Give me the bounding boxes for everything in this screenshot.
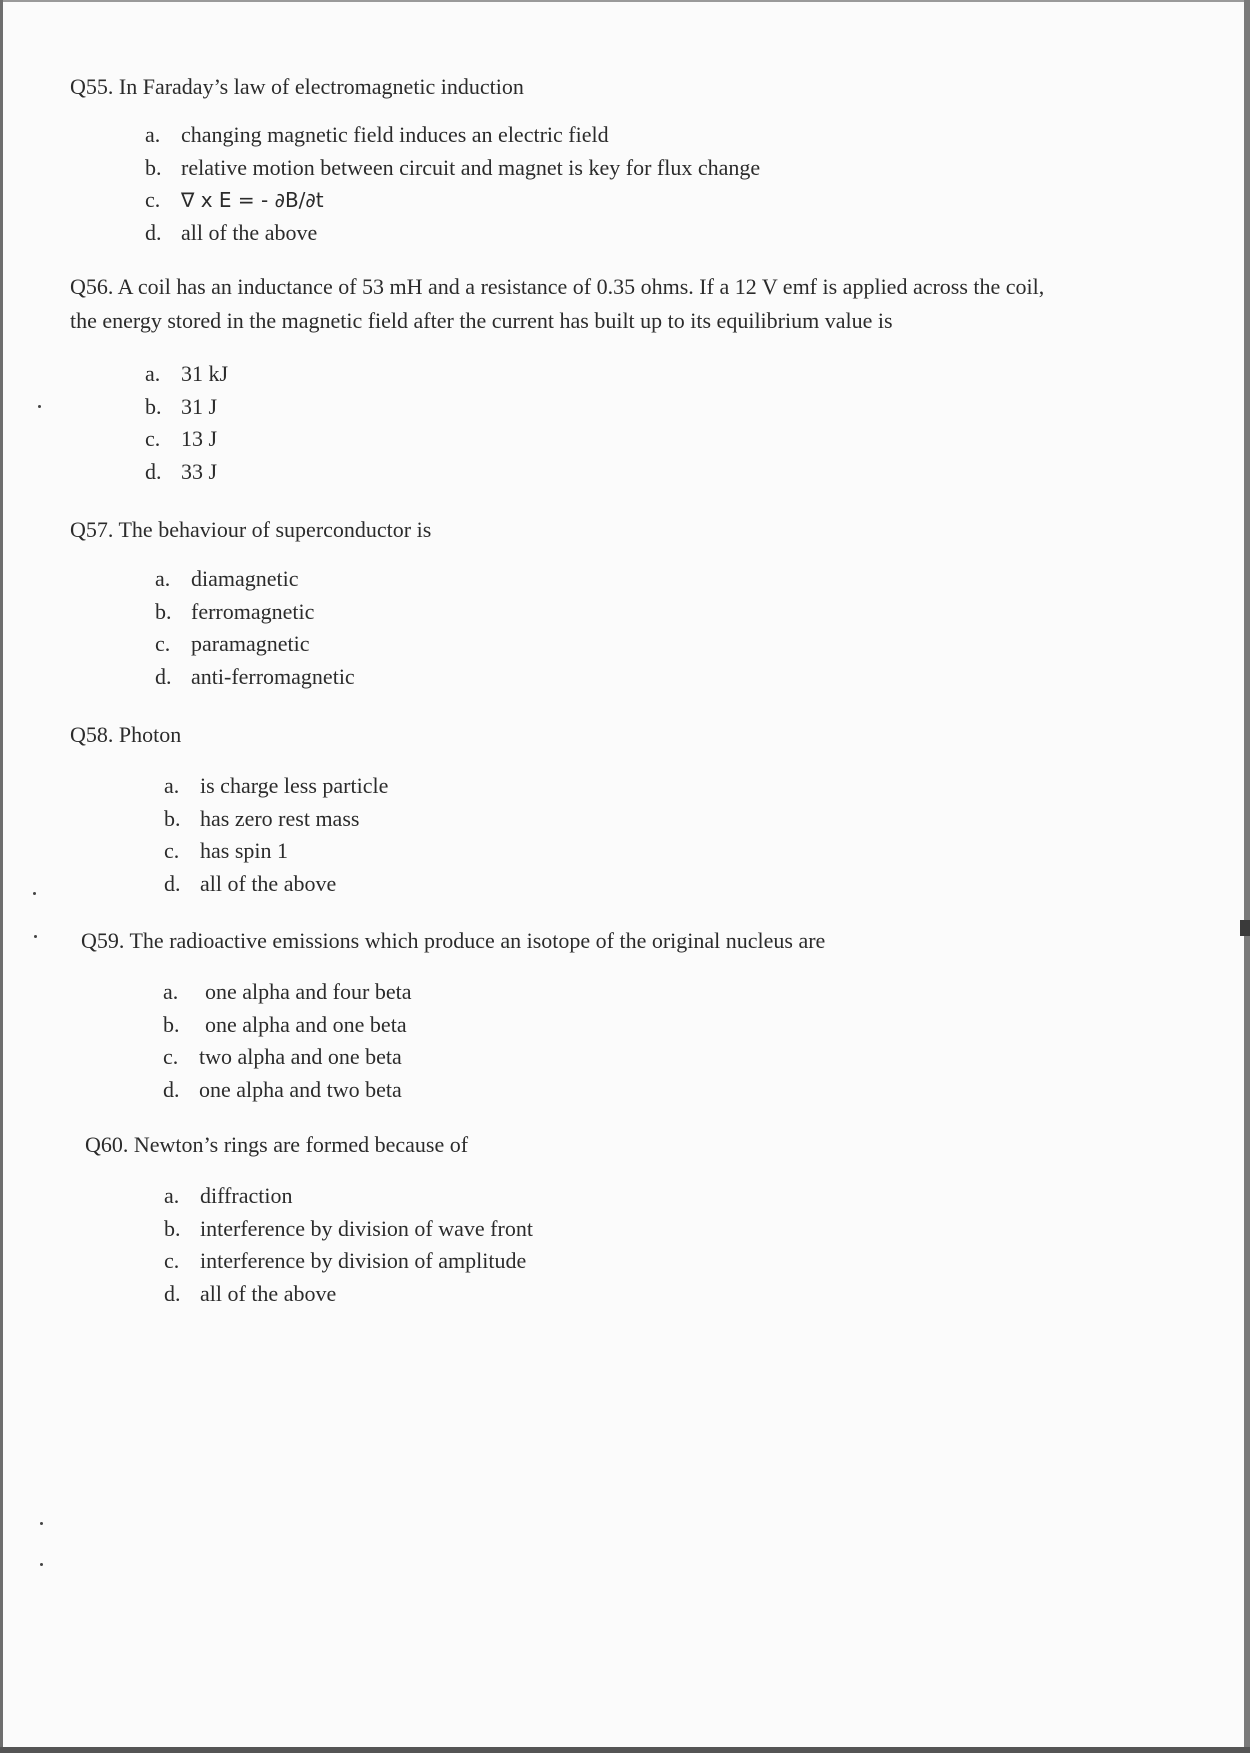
option-text: ferromagnetic [191, 598, 315, 624]
option-text: one alpha and two beta [199, 1076, 402, 1102]
option-d [164, 1278, 533, 1311]
options-list [164, 1180, 533, 1310]
option-letter: c. [155, 631, 171, 656]
option-letter: a. [164, 1183, 180, 1208]
option-a [155, 563, 431, 596]
option-text: interference by division of amplitude [200, 1248, 527, 1273]
option-letter: a. [145, 361, 161, 386]
scan-speck [34, 935, 37, 938]
question-stem: Q58. Photon [70, 722, 182, 747]
scan-edge-right [1244, 0, 1250, 1753]
option-b [145, 391, 1044, 424]
option-text: one alpha and four beta [205, 979, 412, 1004]
scan-edge-left [0, 0, 3, 1753]
option-a [164, 1180, 533, 1213]
question-55 [70, 70, 760, 249]
option-letter: a. [163, 979, 179, 1004]
option-text: has spin 1 [200, 838, 288, 863]
question-60 [85, 1128, 533, 1310]
option-c [145, 184, 760, 217]
question-stem: Q60. Newton’s rings are formed because of [85, 1132, 469, 1157]
option-text: diffraction [200, 1183, 293, 1208]
option-letter: c. [164, 838, 180, 863]
question-stem: Q57. The behaviour of superconductor is [70, 517, 432, 542]
option-text: changing magnetic field induces an electric field [181, 122, 609, 147]
option-letter: a. [164, 773, 180, 798]
option-letter: a. [155, 566, 171, 591]
option-letter: d. [155, 663, 172, 689]
options-list [155, 563, 431, 693]
option-text: 31 J [181, 393, 218, 419]
option-b [164, 803, 388, 836]
option-text: paramagnetic [191, 631, 310, 656]
option-text: 31 kJ [181, 361, 229, 386]
option-d [155, 661, 431, 694]
option-b [155, 596, 431, 629]
scan-edge-top [0, 0, 1250, 2]
scan-edge-bottom [0, 1747, 1250, 1753]
option-letter: b. [145, 154, 162, 180]
option-letter: d. [164, 1280, 181, 1306]
scan-speck [40, 1563, 43, 1566]
option-letter: d. [145, 458, 162, 484]
option-text: 33 J [181, 458, 218, 484]
option-c [164, 835, 388, 868]
option-b [164, 1213, 533, 1246]
option-d [163, 1074, 825, 1107]
option-text: all of the above [200, 1280, 337, 1306]
option-c [164, 1245, 533, 1278]
option-letter: c. [145, 187, 161, 212]
option-text: is charge less particle [200, 773, 389, 798]
option-c [163, 1041, 825, 1074]
scan-speck [40, 1522, 43, 1525]
option-b [145, 152, 760, 185]
option-letter: b. [163, 1011, 180, 1037]
scan-speck [38, 405, 41, 408]
question-57 [70, 513, 431, 693]
option-letter: c. [163, 1044, 179, 1069]
question-59 [81, 924, 825, 1106]
option-d [145, 456, 1044, 489]
option-a [145, 119, 760, 152]
option-letter: b. [164, 805, 181, 831]
option-text: 13 J [181, 426, 218, 451]
option-text: relative motion between circuit and magnet is key for flux change [181, 154, 761, 180]
option-a [164, 770, 388, 803]
question-58 [70, 718, 388, 900]
options-list [164, 770, 388, 900]
option-letter: b. [164, 1215, 181, 1241]
option-a [145, 358, 1044, 391]
option-c [145, 423, 1044, 456]
option-d [164, 868, 388, 901]
scan-edge-mark [1240, 920, 1250, 936]
option-letter: c. [145, 426, 161, 451]
option-a [163, 976, 825, 1009]
options-list [163, 976, 825, 1106]
question-stem: Q59. The radioactive emissions which produce an isotope of the original nucleus are [81, 928, 826, 953]
options-list [145, 119, 760, 249]
question-stem-line-2: the energy stored in the magnetic field after the current has built up to its equilibrium value is [70, 308, 893, 333]
option-text: interference by division of wave front [200, 1215, 533, 1241]
option-c [155, 628, 431, 661]
option-text: two alpha and one beta [199, 1044, 402, 1069]
option-letter: b. [145, 393, 162, 419]
option-text: all of the above [200, 870, 337, 896]
options-list [145, 358, 1044, 488]
option-text: all of the above [181, 219, 318, 245]
option-d [145, 217, 760, 250]
option-letter: b. [155, 598, 172, 624]
question-56 [70, 270, 1044, 488]
question-stem: Q55. In Faraday’s law of electromagnetic induction [70, 74, 524, 99]
option-text: anti-ferromagnetic [191, 663, 355, 689]
option-text: ∇ x E = - ∂B/∂t [181, 188, 324, 212]
option-b [163, 1009, 825, 1042]
option-letter: d. [145, 219, 162, 245]
option-text: diamagnetic [191, 566, 299, 591]
option-text: has zero rest mass [200, 805, 360, 831]
option-letter: a. [145, 122, 161, 147]
scan-speck [33, 892, 36, 895]
option-letter: d. [163, 1076, 180, 1102]
option-letter: d. [164, 870, 181, 896]
option-text: one alpha and one beta [205, 1011, 407, 1037]
question-stem-line-1: Q56. A coil has an inductance of 53 mH and a resistance of 0.35 ohms. If a 12 V emf is applied across the coil, [70, 274, 1045, 299]
option-letter: c. [164, 1248, 180, 1273]
